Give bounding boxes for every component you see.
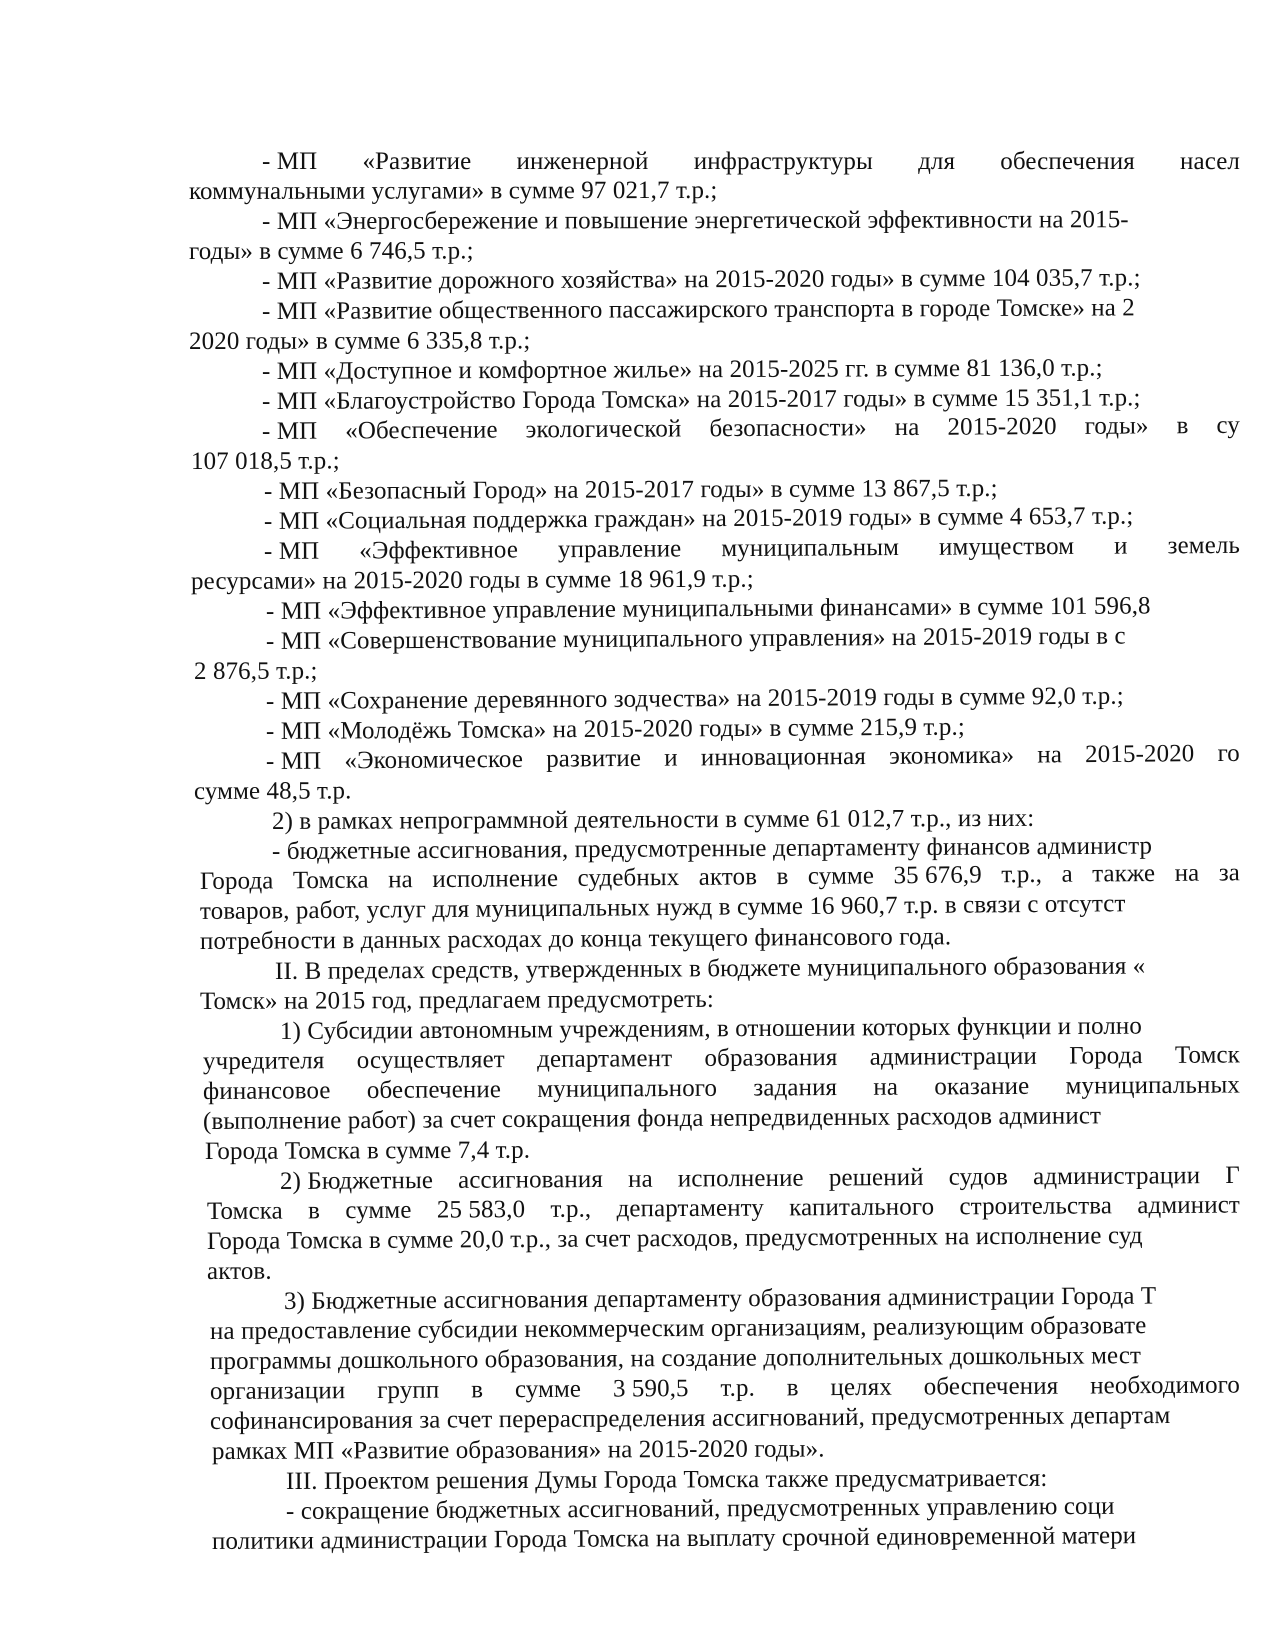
line-word: 2) Бюджетные [279, 1167, 434, 1195]
text-line: - МП «Совершенствование муниципального управления» на 2015-2019 годы в с [265, 622, 1126, 655]
line-word: целях [830, 1373, 892, 1402]
text-line: политики администрации Города Томска на выплату срочной единовременной матери [211, 1522, 1137, 1555]
line-word: осуществляет [356, 1046, 505, 1075]
line-word: «Экономическое [344, 745, 524, 775]
line-word: в [308, 1197, 321, 1225]
line-word: задания [753, 1074, 838, 1102]
line-word: 3 590,5 [612, 1374, 689, 1403]
text-line: потребности в данных расходах до конца текущего финансового года. [199, 923, 952, 955]
line-word: муниципального [537, 1074, 718, 1103]
line-word: в [471, 1376, 484, 1404]
text-line: ресурсами» на 2015-2020 годы в сумме 18 961,9 т.р.; [190, 565, 754, 595]
line-word: Города [1069, 1042, 1143, 1070]
line-word: годы» [1084, 412, 1149, 440]
line-word: на [627, 1165, 653, 1193]
line-word: в [776, 863, 789, 891]
line-word: админист [1137, 1191, 1240, 1220]
text-line: - МП «Благоустройство Города Томска» на 2015-2017 годы» в сумме 15 351,1 т.р.; [261, 384, 1141, 415]
line-word: 2015-2020 [1085, 740, 1195, 769]
line-word: в [1176, 412, 1189, 440]
text-line: коммунальными услугами» в сумме 97 021,7 т.р.; [188, 176, 718, 205]
text-line: - МП «Социальная поддержка граждан» на 2015-2019 годы» в сумме 4 653,7 т.р.; [263, 502, 1134, 535]
text-line: - МП «Эффективное управление муниципальными финансами» в сумме 101 596,8 [265, 592, 1151, 625]
line-word: решений [828, 1163, 924, 1192]
text-line: - МП «Молодёжь Томска» на 2015-2020 годы» в сумме 215,9 т.р.; [265, 713, 965, 745]
text-line: сумме 48,5 т.р. [193, 777, 352, 805]
text-line: III. Проектом решения Думы Города Томска также предусматривается: [285, 1464, 1048, 1495]
line-word: и [664, 744, 678, 772]
line-word: на [873, 1073, 899, 1101]
text-line: Томск» на 2015 год, предлагаем предусмотреть: [199, 985, 714, 1015]
line-word: Томска [206, 1197, 283, 1225]
line-word: обеспечение [366, 1076, 502, 1104]
line-word: - МП [262, 148, 318, 175]
line-word: инфраструктуры [693, 148, 873, 175]
text-line: рамках МП «Развитие образования» на 2015-2020 годы». [211, 1435, 825, 1465]
line-word: организации [209, 1377, 346, 1405]
line-word: капитального [789, 1193, 935, 1222]
text-line: Города Томска в сумме 20,0 т.р., за счет расходов, предусмотренных на исполнение суд [206, 1222, 1143, 1255]
line-word: департамент [536, 1045, 673, 1073]
line-word: т.р. [720, 1374, 755, 1402]
line-word: администрации [1033, 1162, 1201, 1191]
line-word: - МП [261, 417, 318, 445]
line-word: экологической [525, 415, 682, 444]
text-line: софинансирования за счет перераспределения ассигнований, предусмотренных департам [209, 1401, 1171, 1435]
line-word: т.р., [550, 1195, 592, 1223]
text-line: 107 018,5 т.р.; [190, 447, 340, 475]
line-word: за [1218, 859, 1241, 887]
line-word: го [1217, 739, 1240, 768]
text-line: Города Томска в сумме 7,4 т.р. [204, 1136, 531, 1165]
line-word: оказание [934, 1072, 1030, 1101]
line-word: сумме [345, 1196, 412, 1225]
line-word: сумме [807, 862, 875, 890]
text-line: - бюджетные ассигнования, предусмотренные департаменту финансов администр [271, 832, 1153, 865]
text-line: - МП «Сохранение деревянного зодчества» на 2015-2019 годы в сумме 92,0 т.р.; [265, 682, 1124, 715]
line-word: департаменту [616, 1194, 765, 1223]
line-word: а [1061, 860, 1073, 888]
line-word: управление [557, 535, 682, 564]
text-line: товаров, работ, услуг для муниципальных нужд в сумме 16 960,7 т.р. в связи с отсутст [199, 890, 1126, 925]
line-word: «Эффективное [359, 536, 519, 565]
line-word: су [1216, 411, 1241, 440]
line-word: строительства [959, 1192, 1113, 1221]
text-line: - МП «Развитие дорожного хозяйства» на 2015-2020 годы» в сумме 104 035,7 т.р.; [261, 264, 1141, 295]
text-line: годы» в сумме 6 746,5 т.р.; [188, 237, 474, 265]
line-word: судебных [577, 863, 680, 892]
text-line: на предоставление субсидии некоммерческим организациям, реализующим образовате [209, 1312, 1147, 1345]
line-word: исполнение [677, 1164, 804, 1193]
line-word: образования [704, 1044, 838, 1072]
line-word: «Развитие [362, 148, 472, 175]
line-word: 35 676,9 [893, 861, 982, 890]
text-line [262, 411, 1240, 447]
line-word: сумме [514, 1375, 582, 1404]
text-line: 2020 годы» в сумме 6 335,8 т.р.; [188, 327, 531, 355]
line-word: инновационная [700, 742, 867, 772]
line-word: насел [1180, 148, 1240, 175]
text-line: 1) Субсидии автономным учреждениям, в отношении которых функции и полно [279, 1012, 1143, 1045]
line-word: - МП [265, 747, 322, 775]
line-word: на [1037, 741, 1063, 769]
line-word: «Обеспечение [345, 416, 498, 445]
line-word: обеспечения [923, 1372, 1059, 1401]
line-word: т.р., [1001, 860, 1043, 889]
line-word: финансовое [202, 1077, 331, 1105]
line-word: ассигнования [458, 1165, 604, 1194]
line-word: Томск [1174, 1041, 1241, 1069]
line-word: групп [377, 1376, 440, 1404]
text-line: - сокращение бюджетных ассигнований, предусмотренных управлению соци [285, 1492, 1115, 1525]
line-word: в [786, 1374, 799, 1402]
line-word: муниципальным [721, 534, 900, 563]
line-word: судов [948, 1163, 1009, 1191]
line-word: инженерной [516, 148, 649, 175]
line-word: экономика» [888, 741, 1015, 770]
text-line: программы дошкольного образования, на создание дополнительных дошкольных мест [209, 1342, 1142, 1375]
line-word: исполнение [432, 865, 559, 894]
text-line: - МП «Безопасный Город» на 2015-2017 годы» в сумме 13 867,5 т.р.; [263, 474, 998, 505]
line-word: необходимого [1090, 1371, 1241, 1400]
line-word: администрации [869, 1042, 1037, 1071]
text-line: 3) Бюджетные ассигнования департаменту образования администрации Города Т [283, 1282, 1157, 1315]
line-word: Города [199, 867, 274, 895]
line-word: - МП [263, 537, 320, 565]
line-word: также [1092, 859, 1156, 888]
line-word: развитие [546, 744, 642, 773]
line-word: Томска [292, 866, 369, 895]
line-word: муниципальных [1065, 1071, 1241, 1100]
line-word: учредителя [202, 1047, 325, 1075]
line-word: для [918, 148, 956, 175]
text-line: 2) в рамках непрограммной деятельности в сумме 61 012,7 т.р., из них: [271, 804, 1035, 835]
line-word: 2015-2020 [947, 413, 1057, 441]
text-line [264, 531, 1240, 567]
text-line: - МП «Энергосбережение и повышение энергетической эффективности на 2015- [261, 206, 1129, 235]
line-word: Г [1225, 1161, 1241, 1190]
line-word: земель [1167, 531, 1241, 560]
line-word: актов [698, 863, 758, 891]
text-line [262, 147, 1240, 177]
text-line: - МП «Доступное и комфортное жилье» на 2015-2025 гг. в сумме 81 136,0 т.р.; [261, 354, 1103, 385]
line-word: и [1114, 532, 1128, 560]
line-word: имуществом [938, 532, 1075, 561]
text-line: актов. [206, 1257, 272, 1285]
text-line: - МП «Развитие общественного пассажирского транспорта в городе Томске» на 2 [261, 294, 1135, 325]
line-word: на [388, 866, 413, 894]
line-word: на [1174, 859, 1200, 887]
line-word: 25 583,0 [436, 1196, 526, 1224]
line-word: обеспечения [1000, 148, 1135, 175]
text-line: (выполнение работ) за счет сокращения фонда непредвиденных расходов админист [202, 1102, 1102, 1135]
line-word: на [894, 413, 920, 442]
text-line: II. В пределах средств, утвержденных в бюджете муниципального образования « [274, 952, 1146, 985]
line-word: безопасности» [709, 414, 867, 443]
text-line: 2 876,5 т.р.; [193, 657, 318, 685]
